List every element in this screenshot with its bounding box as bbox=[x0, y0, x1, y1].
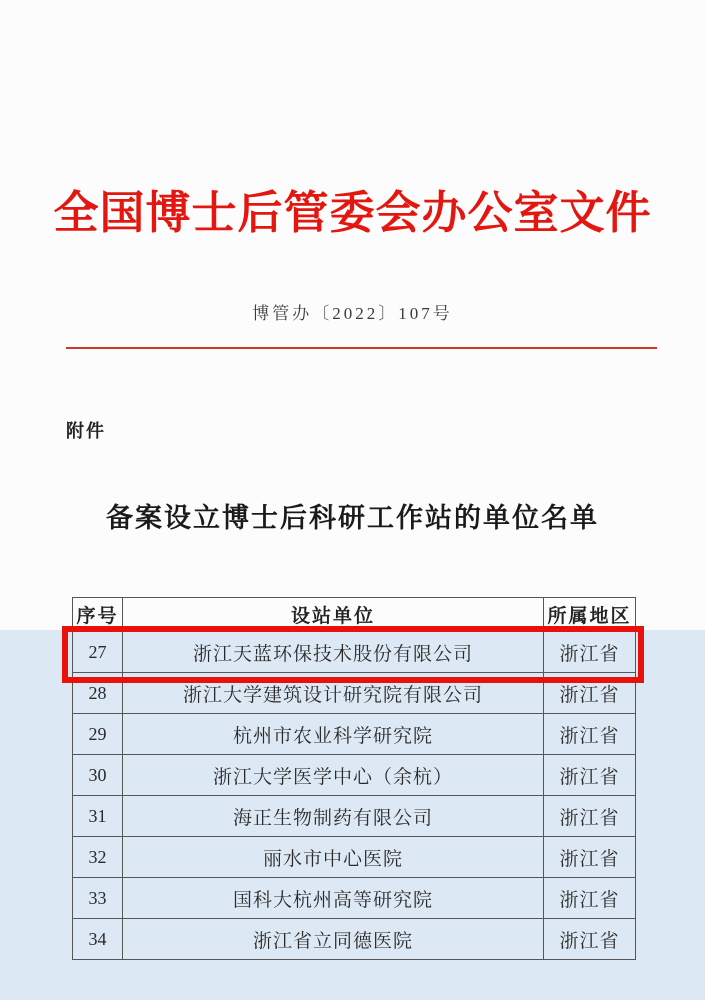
cell-region: 浙江省 bbox=[544, 919, 636, 960]
header-cell-unit: 设站单位 bbox=[123, 598, 544, 632]
cell-unit: 海正生物制药有限公司 bbox=[123, 796, 544, 837]
cell-unit: 丽水市中心医院 bbox=[123, 837, 544, 878]
table-row-30 bbox=[73, 755, 636, 796]
cell-region: 浙江省 bbox=[544, 632, 636, 673]
table-body bbox=[73, 632, 636, 960]
table-row-28 bbox=[73, 673, 636, 714]
table-row-34 bbox=[73, 919, 636, 960]
document-title: 全国博士后管委会办公室文件 bbox=[53, 188, 652, 238]
cell-region: 浙江省 bbox=[544, 837, 636, 878]
cell-no: 34 bbox=[73, 919, 123, 960]
table-row-32 bbox=[73, 837, 636, 878]
attachment-section-title: 备案设立博士后科研工作站的单位名单 bbox=[106, 503, 599, 533]
cell-region: 浙江省 bbox=[544, 796, 636, 837]
cell-no: 29 bbox=[73, 714, 123, 755]
cell-unit: 杭州市农业科学研究院 bbox=[123, 714, 544, 755]
cell-region: 浙江省 bbox=[544, 714, 636, 755]
cell-no: 31 bbox=[73, 796, 123, 837]
cell-unit: 国科大杭州高等研究院 bbox=[123, 878, 544, 919]
cell-unit: 浙江大学建筑设计研究院有限公司 bbox=[123, 673, 544, 714]
cell-region: 浙江省 bbox=[544, 673, 636, 714]
unit-list-table bbox=[72, 597, 636, 960]
table-header-row bbox=[73, 598, 636, 632]
cell-no: 28 bbox=[73, 673, 123, 714]
table-row-31 bbox=[73, 796, 636, 837]
cell-unit: 浙江省立同德医院 bbox=[123, 919, 544, 960]
attachment-label: 附件 bbox=[66, 421, 106, 441]
document-number: 博管办〔2022〕107号 bbox=[252, 304, 453, 323]
cell-unit: 浙江大学医学中心（余杭） bbox=[123, 755, 544, 796]
table-header bbox=[73, 598, 636, 632]
cell-region: 浙江省 bbox=[544, 755, 636, 796]
cell-region: 浙江省 bbox=[544, 878, 636, 919]
header-cell-region: 所属地区 bbox=[544, 598, 636, 632]
cell-no: 33 bbox=[73, 878, 123, 919]
cell-no: 32 bbox=[73, 837, 123, 878]
table-row-33 bbox=[73, 878, 636, 919]
cell-unit: 浙江天蓝环保技术股份有限公司 bbox=[123, 632, 544, 673]
cell-no: 27 bbox=[73, 632, 123, 673]
table-row-27 bbox=[73, 632, 636, 673]
cell-no: 30 bbox=[73, 755, 123, 796]
table-row-29 bbox=[73, 714, 636, 755]
red-divider-line bbox=[66, 347, 657, 349]
header-cell-no: 序号 bbox=[73, 598, 123, 632]
